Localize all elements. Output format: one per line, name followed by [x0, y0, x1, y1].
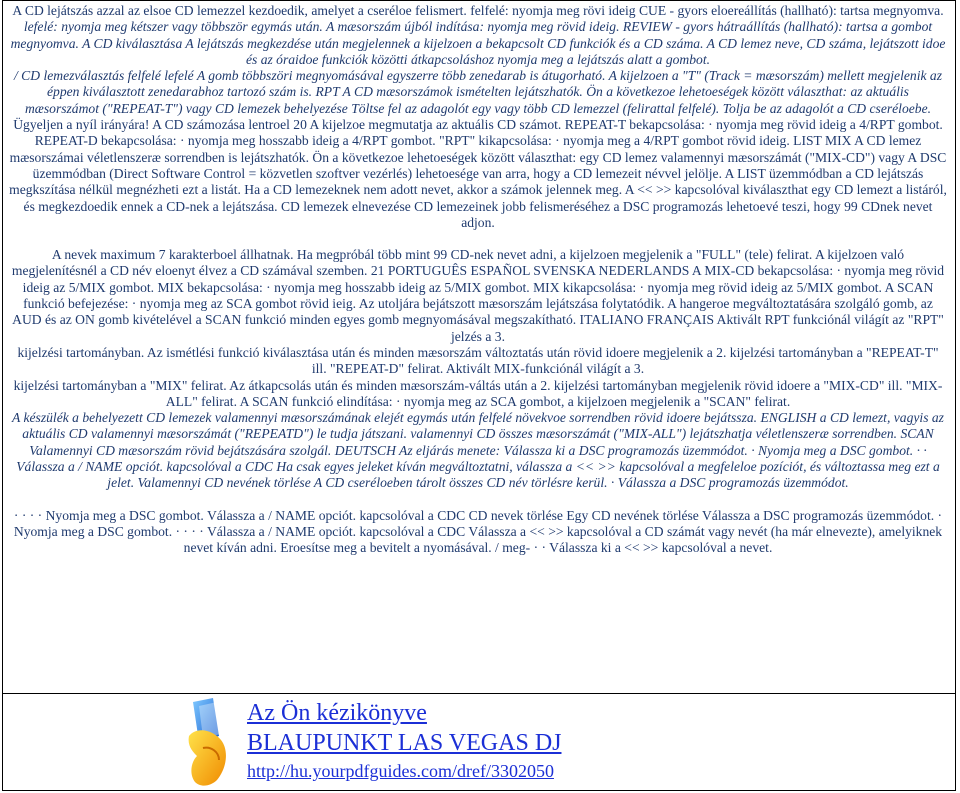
guide-links — [247, 698, 561, 784]
paragraph-7: kijelzési tartományban a "MIX" felirat. Az átkapcsolás után és minden mæsorszám-váltás után a 2. kijelzési tartományban megjelenik rövid idoere a "MIX-CD" ill. "MIX-ALL" felirat. A SCAN funkció elindítása: · nyomja meg az SCA gombot, a kijelzoen megjelenik a "SCAN" felirat. — [13, 377, 943, 409]
manual-url-link[interactable]: http://hu.yourpdfguides.com/dref/3302050 — [247, 761, 554, 781]
paragraph-8: A készülék a behelyezett CD lemezek valamennyi mæsorszámának elejét egymás után felfelé növekvoe sorrendben rövid idoere bejátssza. ENGLISH a CD lemezt, vagyis az aktuális CD valamennyi mæsorszámát ("REPEATD") le tudja játszani. valamennyi CD összes mæsorszámát ("MIX-ALL") lejátszhatja véletlenszeræ sorrendben. SCAN Valamennyi CD mæsorszám rövid bejátszására szolgál. DEUTSCH Az eljárás menete: Válassza ki a DSC programozás üzemmódot. · Nyomja meg a DSC gombot. · · Válassza a / NAME opciót. kapcsolóval a CDC Ha csak egyes jeleket kíván megváltoztatni, válassza a << >> kapcsolóval a megfeleloe pozíciót, és változtassa meg ezt a jelet. Valamennyi CD nevének törlése A CD cseréloeben tárolt összes CD név törlésre kerül. · Válassza a DSC programozás üzemmódot. — [12, 410, 944, 491]
paragraph-2: lefelé: nyomja meg kétszer vagy többször egymás után. A mæsorszám újból indítása: nyomja meg rövid ideig. REVIEW - gyors hátraállítás (hallható): tartsa a gombot megnyomva. A CD kiválasztása A lejátszás megkezdése után megjelennek a kijelzoen a bekapcsolt CD funkciók és a CD száma. A CD lemez neve, CD száma, lejátszott idoe és az óraidoe funkciók közötti átkapcsoláshoz nyomja meg a lejátszás alatt a gombot. — [10, 19, 946, 67]
manual-text — [3, 3, 953, 557]
manual-model-link[interactable]: BLAUPUNKT LAS VEGAS DJ — [247, 730, 562, 756]
paragraph-1: A CD lejátszás azzal az elsoe CD lemezzel kezdoedik, amelyet a cseréloe felismert. felfelé: nyomja meg rövi ideig CUE - gyors eloereállítás (hallható): tartsa megnyomva. — [12, 3, 944, 18]
guide-footer — [3, 693, 955, 791]
paragraph-6: kijelzési tartományban. Az ismétlési funkció kiválasztása után és minden mæsorszám változtatás után rövid idoere megjelenik a 2. kijelzési tartományban a "REPEAT-T" ill. "REPEAT-D" felirat. Aktivált MIX-funkciónál világít a 3. — [17, 344, 939, 377]
paragraph-9: · · · · Nyomja meg a DSC gombot. Válassza a / NAME opciót. kapcsolóval a CDC CD nevek törlése Egy CD nevének törlése Válassza a DSC programozás üzemmódot. · Nyomja meg a DSC gombot. · · · · Válassza a / NAME opciót. kapcsolóval a CDC Válassza a << >> kapcsolóval a CD számát vagy nevét (ha már elnevezte), amelyiknek nevet kíván adni. Eroesítse meg a bevitelt a nyomásával. / meg- · · Válassza ki a << >> kapcsolóval a nevet. — [13, 507, 943, 556]
page-frame — [2, 0, 956, 791]
paragraph-3: / CD lemezválasztás felfelé lefelé A gomb többszöri megnyomásával egyszerre több zenedarab is átugorható. A kijelzoen a "T" (Track = mæsorszám) mellett megjelenik az éppen kiválasztott zenedarabhoz tartozó szám is. RPT A CD mæsorszámok ismételten lejátszhatók. Ön a következoe lehetoeségek között választhat: az aktuális mæsorszámot ("REPEAT-T") vagy CD lemezek behelyezése Töltse fel az adagolót egy vagy több CD lemezzel (felirattal felfelé). Tolja be az adagolót a CD cseréloebe. — [13, 68, 942, 116]
book-hand-logo-icon — [183, 696, 241, 790]
manual-title-link[interactable]: Az Ön kézikönyve — [247, 700, 427, 726]
paragraph-5: A nevek maximum 7 karakterboel állhatnak. Ha megpróbál több mint 99 CD-nek nevet adni, a kijelzoen megjelenik a "FULL" (tele) felirat. A kijelzoen való megjelenítésnél a CD név eloenyt élvez a CD számával szemben. 21 PORTUGUÊS ESPAÑOL SVENSKA NEDERLANDS A MIX-CD bekapcsolása: · nyomja meg rövid ideig az 5/MIX gombot. MIX bekapcsolása: · nyomja meg hosszabb ideig az 5/MIX gombot. MIX kikapcsolása: · nyomja meg rövid ideig az 5/MIX gombot. A SCAN funkció befejezése: · nyomja meg az SCA gombot rövid ieig. Az utoljára bejátszott mæsorszám lejátszása folytatódik. A hangeroe megváltoztatására szolgáló gomb, az AUD és az ON gomb kivételével a SCAN funkció minden egyes gomb megnyomásával megszakítható. ITALIANO FRANÇAIS Aktivált RPT funkciónál világít az "RPT" jelzés a 3. — [11, 247, 945, 344]
paragraph-4: Ügyeljen a nyíl irányára! A CD számozása lentroel 20 A kijelzoe megmutatja az aktuális CD számot. REPEAT-T bekapcsolása: · nyomja meg rövid ideig a 4/RPT gombot. REPEAT-D bekapcsolása: · nyomja meg hosszabb ideig a 4/RPT gombot. "RPT" kikapcsolása: · nyomja meg a 4/RPT gombot rövid ideig. LIST MIX A CD lemez mæsorszámai véletlenszeræ sorrendben is lejátszhatók. Ön a következoe lehetoeségek között választhat: egy CD lemez valamennyi mæsorszámát ("MIX-CD") vagy A DSC üzemmódban (Direct Software Control = közvetlen szoftver vezérlés) lehetoesége van arra, hogy a CD lemezeit névvel jelölje. A LIST üzemmódban a CD lejátszás megkszítása nélkül megnézheti ezt a listát. Ha a CD lemezeknek nem adott nevet, akkor a számok jelennek meg. A << >> kapcsolóval kiválaszthat egy CD lemezt a listáról, és megkezdoedik ennek a CD-nek a lejátszása. CD lemezek elnevezése CD lemezeinek jobb felismeréséhez a DSC programozás lehetoevé teszi, hogy 99 CDnek nevet adjon. — [9, 117, 947, 230]
